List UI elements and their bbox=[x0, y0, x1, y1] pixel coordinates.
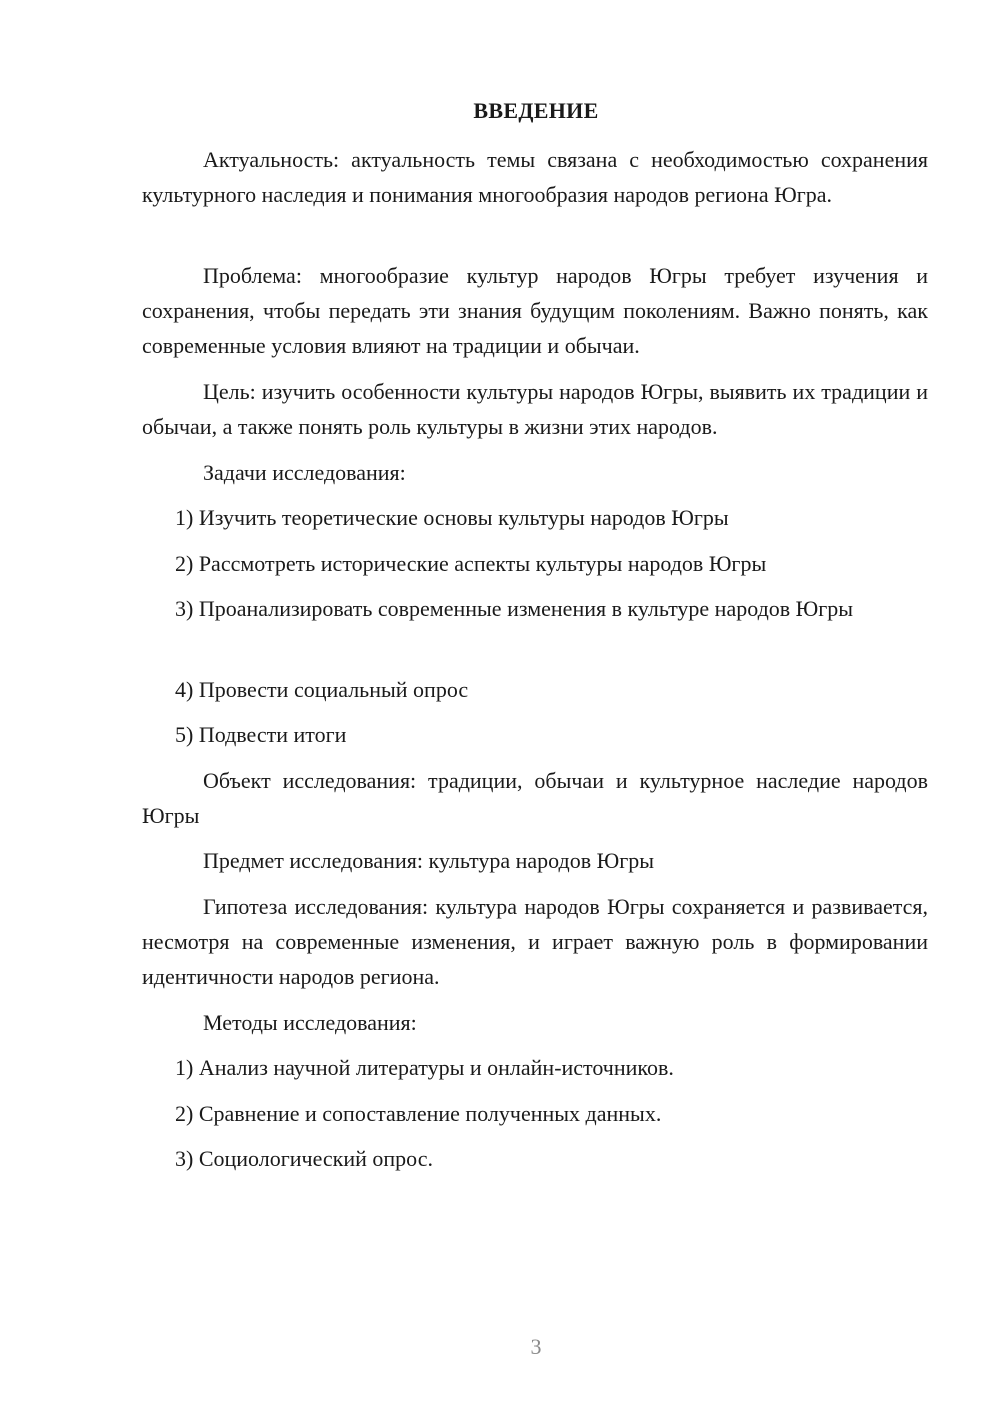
section-title: ВВЕДЕНИЕ bbox=[473, 98, 599, 123]
task-item-3: 3) Проанализировать современные изменения в культуре народов Югры bbox=[175, 596, 854, 621]
hypothesis-paragraph: Гипотеза исследования: культура народов Югры сохраняется и развивается, несмотря на современные изменения, и играет важную роль в формировании идентичности народов региона. bbox=[142, 894, 928, 989]
method-item-1: 1) Анализ научной литературы и онлайн-источников. bbox=[175, 1055, 674, 1080]
task-item-2: 2) Рассмотреть исторические аспекты культуры народов Югры bbox=[175, 551, 767, 576]
problem-paragraph: Проблема: многообразие культур народов Югры требует изучения и сохранения, чтобы передать эти знания будущим поколениям. Важно понять, как современные условия влияют на традиции и обычаи. bbox=[142, 263, 928, 358]
methods-heading: Методы исследования: bbox=[203, 1010, 417, 1035]
goal-paragraph: Цель: изучить особенности культуры народов Югры, выявить их традиции и обычаи, а также понять роль культуры в жизни этих народов. bbox=[142, 379, 928, 439]
task-item-5: 5) Подвести итоги bbox=[175, 722, 347, 747]
subject-paragraph: Предмет исследования: культура народов Югры bbox=[203, 848, 655, 873]
object-paragraph: Объект исследования: традиции, обычаи и культурное наследие народов Югры bbox=[142, 768, 928, 828]
task-item-4: 4) Провести социальный опрос bbox=[175, 677, 469, 702]
method-item-3: 3) Социологический опрос. bbox=[175, 1146, 433, 1171]
tasks-heading: Задачи исследования: bbox=[203, 460, 406, 485]
relevance-paragraph: Актуальность: актуальность темы связана с необходимостью сохранения культурного наследия и понимания многообразия народов региона Югра. bbox=[142, 147, 928, 207]
page-number: 3 bbox=[530, 1334, 542, 1359]
task-item-1: 1) Изучить теоретические основы культуры народов Югры bbox=[175, 505, 729, 530]
method-item-2: 2) Сравнение и сопоставление полученных данных. bbox=[175, 1101, 662, 1126]
